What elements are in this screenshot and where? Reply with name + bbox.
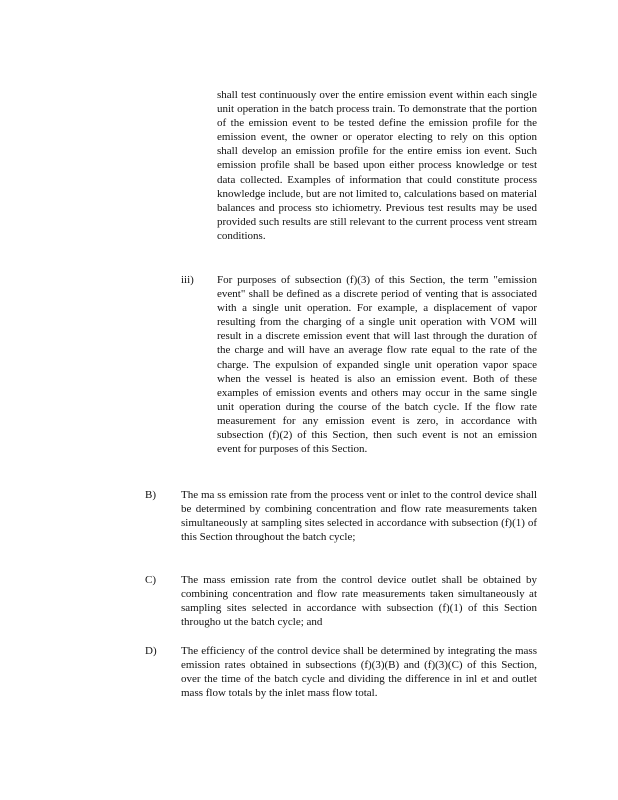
item-d-paragraph	[181, 644, 537, 700]
item-iii-paragraph	[217, 273, 537, 456]
item-b-label: B)	[145, 489, 156, 501]
item-b-paragraph	[181, 488, 537, 544]
item-b-text: The ma ss emission rate from the process vent or inlet to the control device shall be determined by combining concentration and flow rate measurements taken simultaneously at sampling sites selected in accordance with subsection (f)(1) of this Section throughout the batch cycle;	[181, 489, 537, 544]
item-d-label: D)	[145, 645, 157, 657]
continued-paragraph	[217, 88, 537, 243]
item-d-text: The efficiency of the control device shall be determined by integrating the mass emission rates obtained in subsections (f)(3)(B) and (f)(3)(C) of this Section, over the time of the batch cycle and dividing the difference in inl et and outlet mass flow totals by the inlet mass flow total.	[181, 645, 537, 700]
item-iii-text: For purposes of subsection (f)(3) of this Section, the term "emission event" shall be defined as a discrete period of venting that is associated with a single unit operation. For example, a displacement of vapor resulting from the charging of a single unit operation with VOM will result in a discrete emission event that will last through the duration of the charge and will have an average flow rate equal to the rate of the charge. The expulsion of expanded single unit operation vapor space when the vessel is heated is also an emission event. Both of these examples of emission events and others may occur in the same single unit operation during the course of the batch cycle. If the flow rate measurement for any emission event is zero, in accordance with subsection (f)(2) of this Section, then such event is not an emission event for purposes of this Section.	[217, 274, 537, 456]
item-iii-label: iii)	[181, 274, 194, 286]
item-c-text: The mass emission rate from the control device outlet shall be obtained by combining concentration and flow rate measurements taken simultaneously at sampling sites selected in accordance with subsection (f)(1) of this Section througho ut the batch cycle; and	[181, 574, 537, 629]
continued-paragraph-text: shall test continuously over the entire emission event within each single unit operation in the batch process train. To demonstrate that the portion of the emission event to be tested define the emission profile for the emission event, the owner or operator electing to rely on this option shall develop an emission profile for the entire emiss ion event. Such emission profile shall be based upon either process knowledge or test data collected. Examples of information that could constitute process knowledge include, but are not limited to, calculations based on material balances and process sto ichiometry. Previous test results may be used provided such results are still relevant to the current process vent stream conditions.	[217, 89, 537, 242]
item-c-paragraph	[181, 573, 537, 629]
item-c-label: C)	[145, 574, 156, 586]
